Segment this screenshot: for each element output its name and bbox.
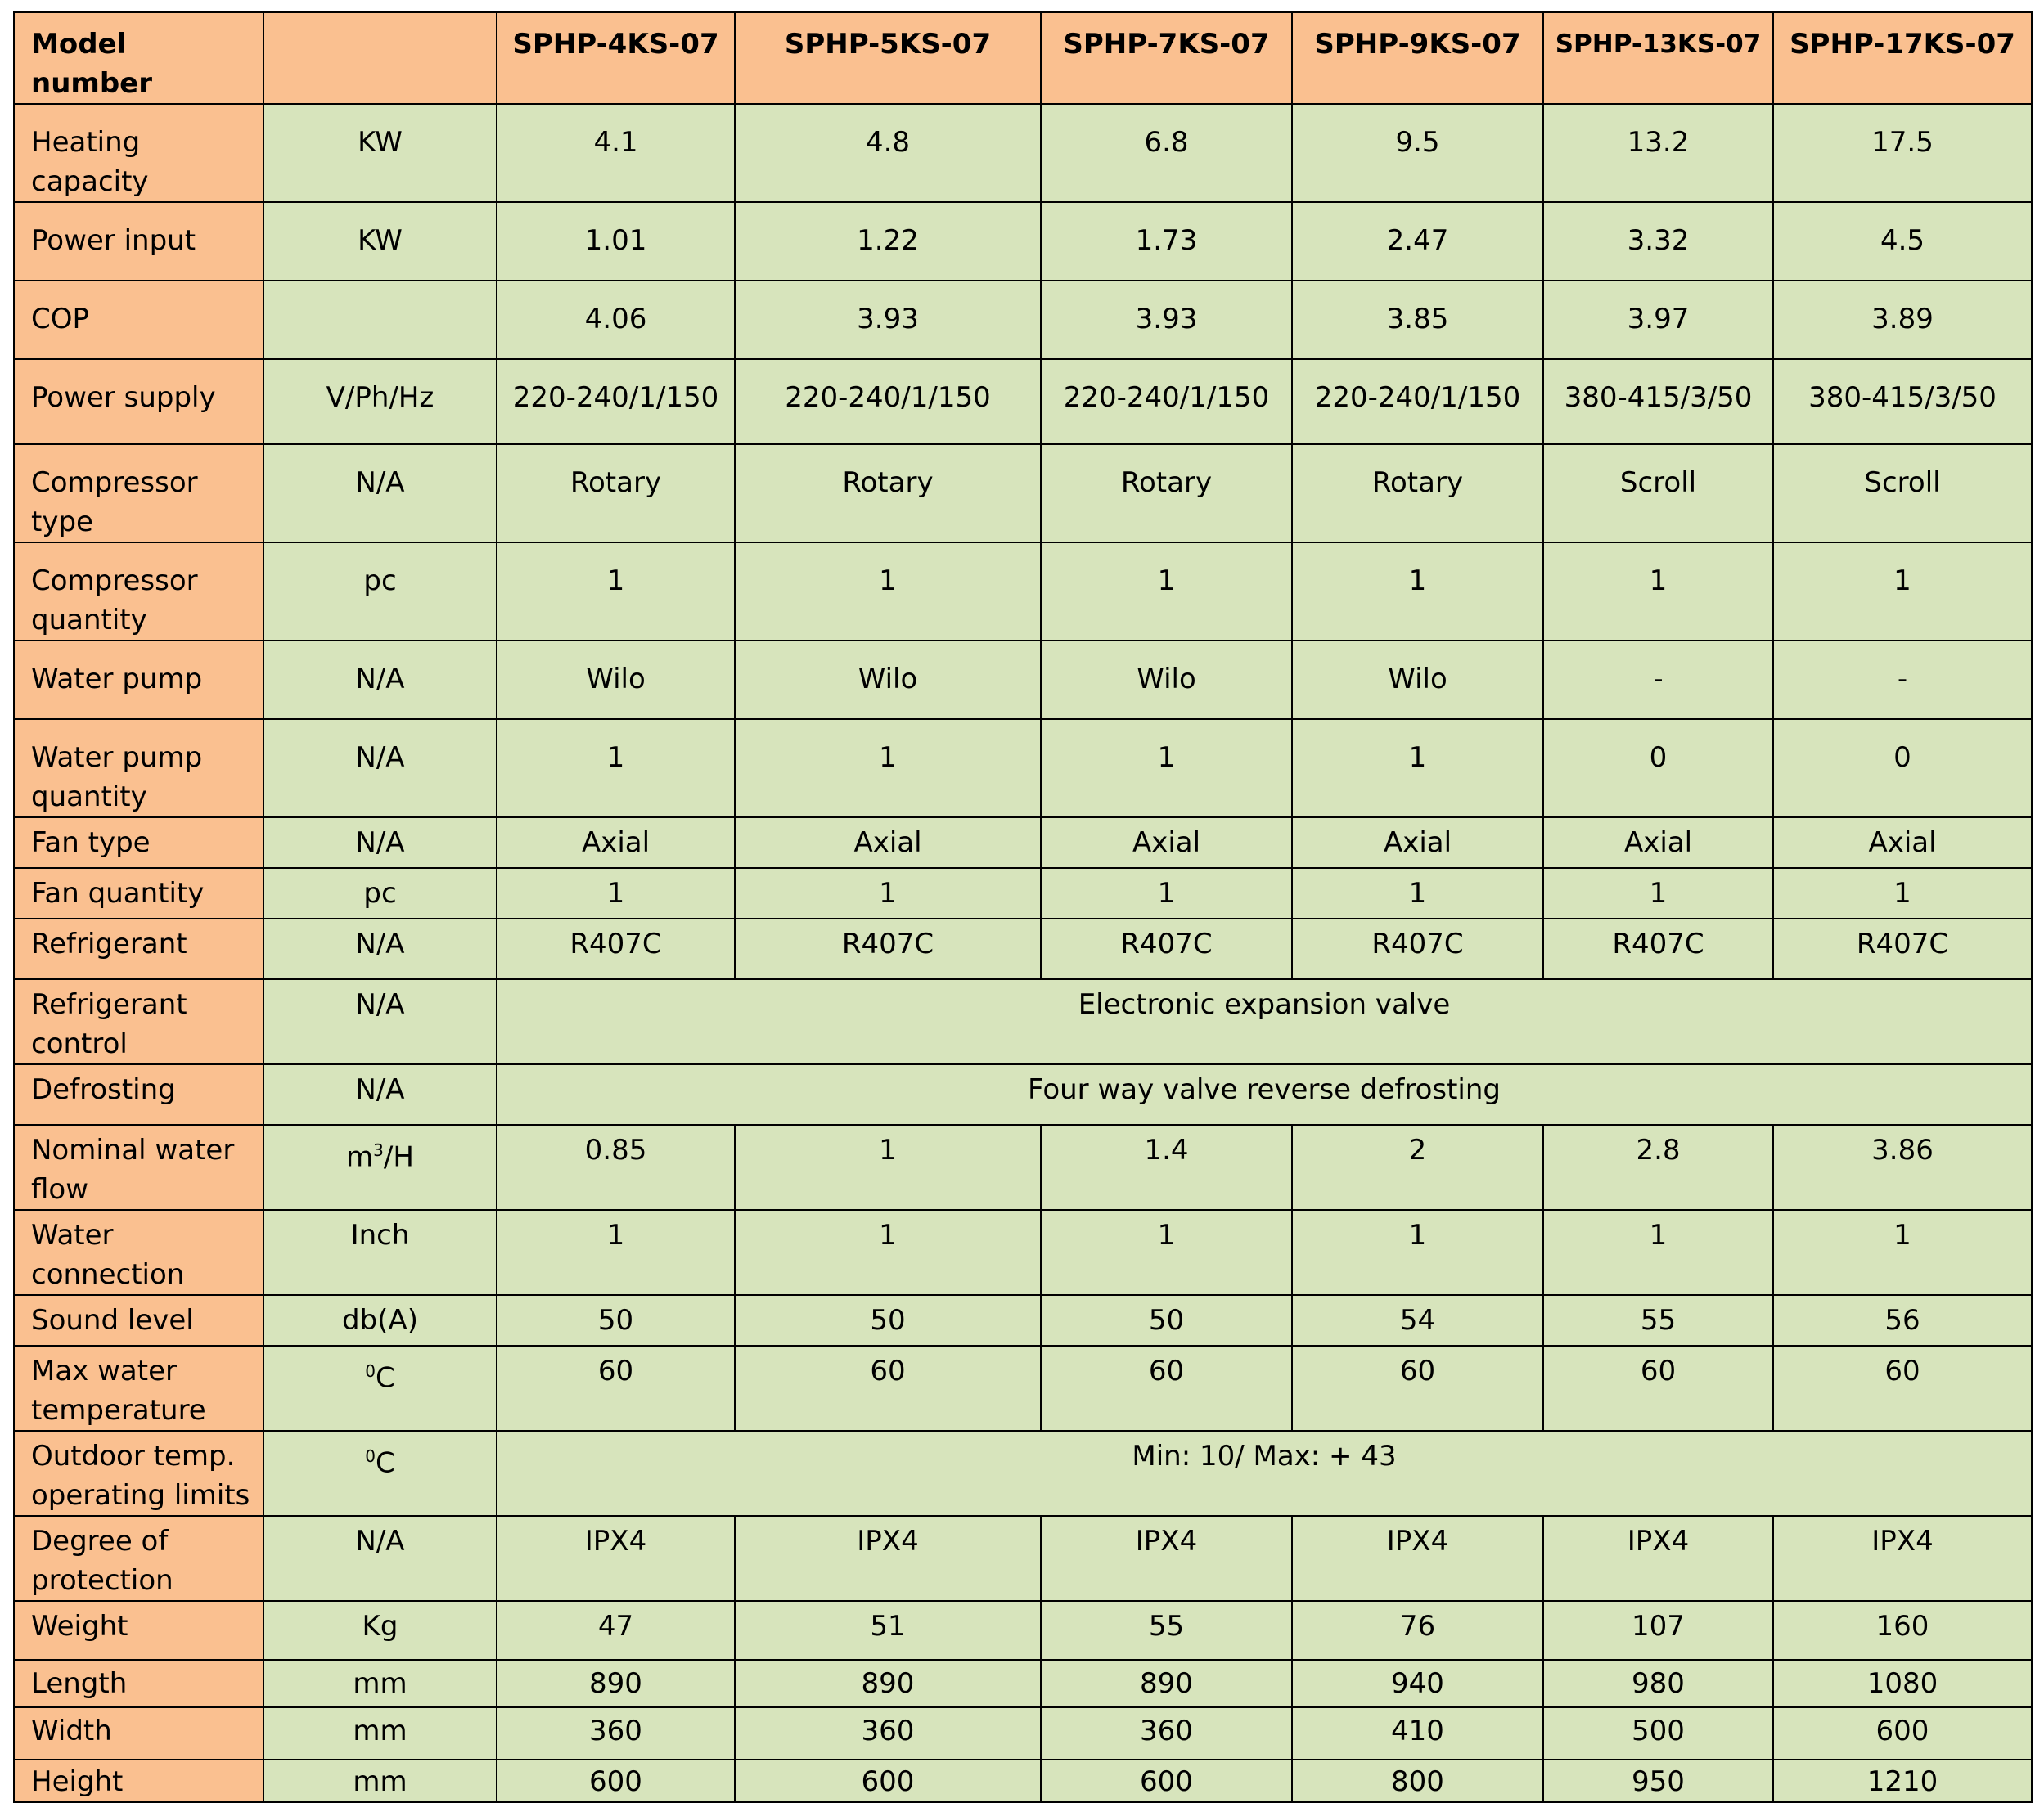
row-label: Fan type <box>14 817 263 868</box>
row-unit: N/A <box>263 444 497 542</box>
table-cell: 940 <box>1292 1660 1543 1707</box>
table-cell: 60 <box>497 1346 735 1431</box>
merged-cell: Four way valve reverse defrosting <box>497 1064 2032 1125</box>
table-cell: 4.8 <box>735 104 1041 202</box>
table-header-row <box>14 12 2032 104</box>
table-cell: 60 <box>1543 1346 1773 1431</box>
row-unit: pc <box>263 868 497 919</box>
table-cell: 220-240/1/150 <box>1292 359 1543 444</box>
table-cell: 3.93 <box>1041 281 1292 359</box>
table-cell: 950 <box>1543 1760 1773 1802</box>
row-unit: N/A <box>263 1064 497 1125</box>
row-label: Outdoor temp. operating limits <box>14 1431 263 1516</box>
table-cell: Axial <box>1773 817 2032 868</box>
table-cell: 1 <box>497 719 735 817</box>
row-label: Width <box>14 1707 263 1760</box>
table-cell: 410 <box>1292 1707 1543 1760</box>
row-label: Power input <box>14 202 263 281</box>
table-cell: 1 <box>1773 1210 2032 1295</box>
table-cell: 890 <box>1041 1660 1292 1707</box>
header-unit <box>263 12 497 104</box>
unit-superscript: 0 <box>365 1446 376 1466</box>
table-cell: 1 <box>497 542 735 641</box>
model-header: SPHP-17KS-07 <box>1773 12 2032 104</box>
table-cell: 3.93 <box>735 281 1041 359</box>
table-cell: 3.86 <box>1773 1125 2032 1210</box>
row-label: Sound level <box>14 1295 263 1346</box>
row-label: Refrigerant control <box>14 979 263 1064</box>
row-unit: Kg <box>263 1601 497 1660</box>
table-row <box>14 1295 2032 1346</box>
row-unit: KW <box>263 202 497 281</box>
table-cell: Axial <box>1041 817 1292 868</box>
table-cell: R407C <box>1773 919 2032 979</box>
table-cell: 500 <box>1543 1707 1773 1760</box>
table-cell: 890 <box>497 1660 735 1707</box>
row-unit: pc <box>263 542 497 641</box>
table-cell: 60 <box>1292 1346 1543 1431</box>
table-cell: 1.01 <box>497 202 735 281</box>
table-cell: 1 <box>1292 868 1543 919</box>
table-cell: 600 <box>1041 1760 1292 1802</box>
table-cell: 13.2 <box>1543 104 1773 202</box>
table-cell: 220-240/1/150 <box>735 359 1041 444</box>
table-cell: 1.73 <box>1041 202 1292 281</box>
row-label: COP <box>14 281 263 359</box>
table-cell: 890 <box>735 1660 1041 1707</box>
table-cell: 17.5 <box>1773 104 2032 202</box>
table-cell: 1 <box>735 1210 1041 1295</box>
table-cell: 1 <box>1773 868 2032 919</box>
table-cell: - <box>1543 641 1773 719</box>
row-unit <box>263 1346 497 1431</box>
table-cell: 60 <box>1041 1346 1292 1431</box>
row-label: Degree of protection <box>14 1516 263 1601</box>
table-cell: Axial <box>1543 817 1773 868</box>
row-label: Power supply <box>14 359 263 444</box>
table-cell: 1 <box>1773 542 2032 641</box>
row-label: Length <box>14 1660 263 1707</box>
model-header: SPHP-5KS-07 <box>735 12 1041 104</box>
table-cell: 360 <box>1041 1707 1292 1760</box>
row-label: Defrosting <box>14 1064 263 1125</box>
table-cell: 1 <box>1543 1210 1773 1295</box>
row-unit <box>263 281 497 359</box>
table-cell: 54 <box>1292 1295 1543 1346</box>
row-unit: N/A <box>263 1516 497 1601</box>
table-cell: 60 <box>735 1346 1041 1431</box>
table-cell: 1 <box>1041 719 1292 817</box>
merged-cell: Electronic expansion valve <box>497 979 2032 1064</box>
table-cell: 220-240/1/150 <box>497 359 735 444</box>
table-cell: 1.22 <box>735 202 1041 281</box>
table-row <box>14 979 2032 1064</box>
table-cell: 2 <box>1292 1125 1543 1210</box>
table-row <box>14 359 2032 444</box>
row-label: Max water temperature <box>14 1346 263 1431</box>
table-cell: 1.4 <box>1041 1125 1292 1210</box>
row-label: Water pump <box>14 641 263 719</box>
table-cell: 600 <box>1773 1707 2032 1760</box>
table-cell: Rotary <box>497 444 735 542</box>
table-cell: 0.85 <box>497 1125 735 1210</box>
table-cell: 600 <box>497 1760 735 1802</box>
row-unit <box>263 1431 497 1516</box>
table-cell: 1080 <box>1773 1660 2032 1707</box>
row-unit <box>263 1125 497 1210</box>
specification-table <box>13 11 2033 1803</box>
table-cell: 0 <box>1543 719 1773 817</box>
table-cell: 600 <box>735 1760 1041 1802</box>
row-label: Heating capacity <box>14 104 263 202</box>
table-row <box>14 1660 2032 1707</box>
table-cell: 980 <box>1543 1660 1773 1707</box>
table-cell: 47 <box>497 1601 735 1660</box>
row-label: Fan quantity <box>14 868 263 919</box>
table-cell: 1 <box>1041 1210 1292 1295</box>
table-row <box>14 542 2032 641</box>
table-cell: 55 <box>1543 1295 1773 1346</box>
table-row <box>14 919 2032 979</box>
table-cell: 1210 <box>1773 1760 2032 1802</box>
table-row <box>14 1760 2032 1802</box>
table-row <box>14 1516 2032 1601</box>
table-cell: 50 <box>735 1295 1041 1346</box>
row-unit: KW <box>263 104 497 202</box>
table-cell: IPX4 <box>1292 1516 1543 1601</box>
table-cell: 3.32 <box>1543 202 1773 281</box>
row-label: Compressor type <box>14 444 263 542</box>
table-cell: 3.89 <box>1773 281 2032 359</box>
row-unit: N/A <box>263 979 497 1064</box>
table-row <box>14 1707 2032 1760</box>
table-cell: 1 <box>735 1125 1041 1210</box>
unit-superscript: 0 <box>365 1361 376 1381</box>
unit-tail: C <box>375 1446 395 1480</box>
table-cell: R407C <box>1041 919 1292 979</box>
table-cell: 51 <box>735 1601 1041 1660</box>
table-cell: 1 <box>1292 1210 1543 1295</box>
table-cell: 380-415/3/50 <box>1773 359 2032 444</box>
table-row <box>14 444 2032 542</box>
table-cell: 360 <box>735 1707 1041 1760</box>
table-cell: 220-240/1/150 <box>1041 359 1292 444</box>
table-cell: 1 <box>497 868 735 919</box>
table-cell: 50 <box>497 1295 735 1346</box>
header-label: Model number <box>14 12 263 104</box>
table-cell: R407C <box>497 919 735 979</box>
row-label: Compressor quantity <box>14 542 263 641</box>
table-cell: 60 <box>1773 1346 2032 1431</box>
table-cell: 50 <box>1041 1295 1292 1346</box>
row-unit: N/A <box>263 919 497 979</box>
table-row <box>14 817 2032 868</box>
unit-tail: /H <box>383 1140 414 1174</box>
table-cell: 6.8 <box>1041 104 1292 202</box>
table-cell: R407C <box>1543 919 1773 979</box>
table-cell: 9.5 <box>1292 104 1543 202</box>
table-cell: 1 <box>735 719 1041 817</box>
row-label: Weight <box>14 1601 263 1660</box>
table-cell: IPX4 <box>1041 1516 1292 1601</box>
table-row <box>14 1125 2032 1210</box>
table-cell: 1 <box>1041 868 1292 919</box>
table-cell: 76 <box>1292 1601 1543 1660</box>
table-cell: 56 <box>1773 1295 2032 1346</box>
table-row <box>14 281 2032 359</box>
table-cell: 0 <box>1773 719 2032 817</box>
table-cell: Scroll <box>1543 444 1773 542</box>
table-cell: Scroll <box>1773 444 2032 542</box>
table-cell: Axial <box>735 817 1041 868</box>
table-cell: Axial <box>1292 817 1543 868</box>
table-cell: IPX4 <box>497 1516 735 1601</box>
row-unit: N/A <box>263 641 497 719</box>
table-cell: IPX4 <box>735 1516 1041 1601</box>
table-cell: 2.47 <box>1292 202 1543 281</box>
row-label: Water connection <box>14 1210 263 1295</box>
table-row <box>14 202 2032 281</box>
table-cell: IPX4 <box>1543 1516 1773 1601</box>
table-row <box>14 1431 2032 1516</box>
table-cell: 800 <box>1292 1760 1543 1802</box>
table-cell: - <box>1773 641 2032 719</box>
table-cell: Wilo <box>497 641 735 719</box>
row-unit: mm <box>263 1660 497 1707</box>
table-cell: R407C <box>735 919 1041 979</box>
table-cell: 1 <box>1041 542 1292 641</box>
row-unit: N/A <box>263 817 497 868</box>
merged-cell: Min: 10/ Max: + 43 <box>497 1431 2032 1516</box>
table-row <box>14 868 2032 919</box>
table-cell: 1 <box>1292 542 1543 641</box>
row-label: Water pump quantity <box>14 719 263 817</box>
table-cell: IPX4 <box>1773 1516 2032 1601</box>
table-cell: 4.5 <box>1773 202 2032 281</box>
table-row <box>14 719 2032 817</box>
table-cell: 4.06 <box>497 281 735 359</box>
row-unit: mm <box>263 1707 497 1760</box>
row-label: Height <box>14 1760 263 1802</box>
table-cell: 4.1 <box>497 104 735 202</box>
model-header: SPHP-7KS-07 <box>1041 12 1292 104</box>
table-cell: 1 <box>1543 542 1773 641</box>
table-cell: Rotary <box>1292 444 1543 542</box>
table-row <box>14 1346 2032 1431</box>
table-cell: 1 <box>497 1210 735 1295</box>
model-header: SPHP-4KS-07 <box>497 12 735 104</box>
table-cell: 55 <box>1041 1601 1292 1660</box>
table-row <box>14 1210 2032 1295</box>
unit-base: m <box>346 1140 374 1174</box>
row-unit: V/Ph/Hz <box>263 359 497 444</box>
table-row <box>14 1064 2032 1125</box>
model-header: SPHP-13KS-07 <box>1543 12 1773 104</box>
table-cell: Rotary <box>1041 444 1292 542</box>
row-label: Refrigerant <box>14 919 263 979</box>
unit-tail: C <box>375 1361 395 1395</box>
table-cell: 2.8 <box>1543 1125 1773 1210</box>
table-cell: 107 <box>1543 1601 1773 1660</box>
model-header: SPHP-9KS-07 <box>1292 12 1543 104</box>
table-row <box>14 104 2032 202</box>
row-unit: Inch <box>263 1210 497 1295</box>
table-cell: 1 <box>1292 719 1543 817</box>
table-cell: 3.97 <box>1543 281 1773 359</box>
table-row <box>14 641 2032 719</box>
table-cell: Wilo <box>735 641 1041 719</box>
row-unit: N/A <box>263 719 497 817</box>
table-cell: 1 <box>735 868 1041 919</box>
table-cell: 1 <box>735 542 1041 641</box>
table-cell: Wilo <box>1041 641 1292 719</box>
row-unit: mm <box>263 1760 497 1802</box>
table-cell: Axial <box>497 817 735 868</box>
table-cell: 360 <box>497 1707 735 1760</box>
table-cell: 380-415/3/50 <box>1543 359 1773 444</box>
table-cell: Wilo <box>1292 641 1543 719</box>
table-row <box>14 1601 2032 1660</box>
row-unit: db(A) <box>263 1295 497 1346</box>
table-cell: R407C <box>1292 919 1543 979</box>
table-cell: 3.85 <box>1292 281 1543 359</box>
table-cell: 1 <box>1543 868 1773 919</box>
row-label: Nominal water flow <box>14 1125 263 1210</box>
unit-superscript: 3 <box>373 1140 384 1160</box>
table-cell: 160 <box>1773 1601 2032 1660</box>
table-cell: Rotary <box>735 444 1041 542</box>
